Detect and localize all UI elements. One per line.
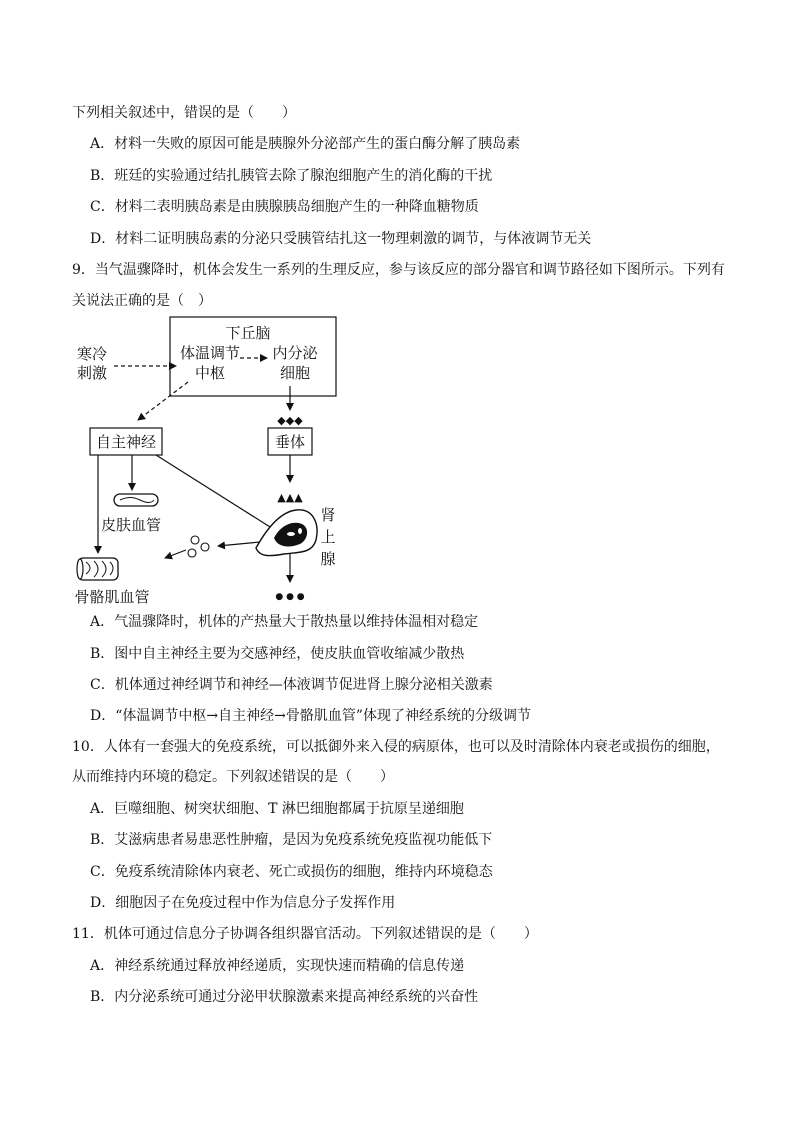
hormone-to-muscle-arrow [165,550,186,558]
hormone-dots: ● ● ● [275,592,305,602]
q8-option-b: B．班廷的实验通过结扎胰管去除了腺泡细胞产生的消化酶的干扰 [90,168,493,184]
q11-option-a: A．神经系统通过释放神经递质，实现快速而精确的信息传递 [90,958,465,974]
skin-vessel-icon [114,494,158,506]
q8-option-d: D．材料二证明胰岛素的分泌只受胰管结扎这一物理刺激的调节，与体液调节无关 [90,231,592,247]
q9-stem-line1: 9．当气温骤降时，机体会发生一系列的生理反应，参与该反应的部分器官和调节路径如下图所示。下列有 [72,262,725,278]
skin-vessel-label: 皮肤血管 [100,516,162,534]
q10-option-a: A．巨噬细胞、树突状细胞、T 淋巴细胞都属于抗原呈递细胞 [90,801,464,817]
autonomic-label: 自主神经 [95,433,157,451]
center-label-line1: 体温调节 [179,344,241,362]
adrenal-label-line2: 上 [320,528,336,546]
stimulus-label-line1: 寒冷 [76,345,108,363]
endocrine-label-line2: 细胞 [279,364,311,382]
hormone-circles [188,536,209,557]
q10-option-d: D．细胞因子在免疫过程中作为信息分子发挥作用 [90,895,396,911]
hypothalamus-label: 下丘脑 [225,324,271,342]
q10-option-c: C．免疫系统清除体内衰老、死亡或损伤的细胞，维持内环境稳态 [90,864,493,880]
q9-option-d: D．“体温调节中枢→自主神经→骨骼肌血管”体现了神经系统的分级调节 [90,708,531,724]
adrenal-label-line1: 肾 [320,506,336,524]
adrenal-label-line3: 腺 [320,550,336,568]
q8-option-a: A．材料一失败的原因可能是胰腺外分泌部产生的蛋白酶分解了胰岛素 [90,136,521,152]
thermoregulation-diagram [70,312,370,608]
endocrine-label-line1: 内分泌 [272,344,318,362]
q8-stem: 下列相关叙述中，错误的是（ ） [72,105,296,121]
q9-option-b: B．图中自主神经主要为交感神经，使皮肤血管收缩减少散热 [90,646,465,662]
adrenal-to-hormone-arrow [218,542,260,546]
muscle-vessel-icon [77,558,118,580]
muscle-vessel-label: 骨骼肌血管 [74,588,150,606]
q10-option-b: B．艾滋病患者易患恶性肿瘤，是因为免疫系统免疫监视功能低下 [90,832,493,848]
adrenal-gland-icon [256,510,317,556]
q11-stem: 11．机体可通过信息分子协调各组织器官活动。下列叙述错误的是（ ） [72,926,538,942]
autonomic-to-adrenal-arrow [156,455,278,532]
q10-stem-line1: 10．人体有一套强大的免疫系统，可以抵御外来入侵的病原体，也可以及时清除体内衰老或损伤的细胞， [72,739,720,755]
pituitary-label: 垂体 [274,433,306,451]
center-to-autonomic-arrow [138,382,188,420]
q9-option-c: C．机体通过神经调节和神经—体液调节促进肾上腺分泌相关激素 [90,677,493,693]
q8-option-c: C．材料二表明胰岛素是由胰腺胰岛细胞产生的一种降血糖物质 [90,199,479,215]
q9-stem-line2: 关说法正确的是（ ） [72,293,212,309]
stimulus-label-line2: 刺激 [76,364,108,382]
hormone-triangles: ▲▲▲ [277,491,303,504]
q11-option-b: B．内分泌系统可通过分泌甲状腺激素来提高神经系统的兴奋性 [90,989,479,1005]
center-label-line2: 中枢 [194,364,226,382]
q10-stem-line2: 从而维持内环境的稳定。下列叙述错误的是（ ） [72,769,394,785]
hormone-diamonds: ◆◆◆ [277,414,303,427]
q9-option-a: A．气温骤降时，机体的产热量大于散热量以维持体温相对稳定 [90,614,479,630]
